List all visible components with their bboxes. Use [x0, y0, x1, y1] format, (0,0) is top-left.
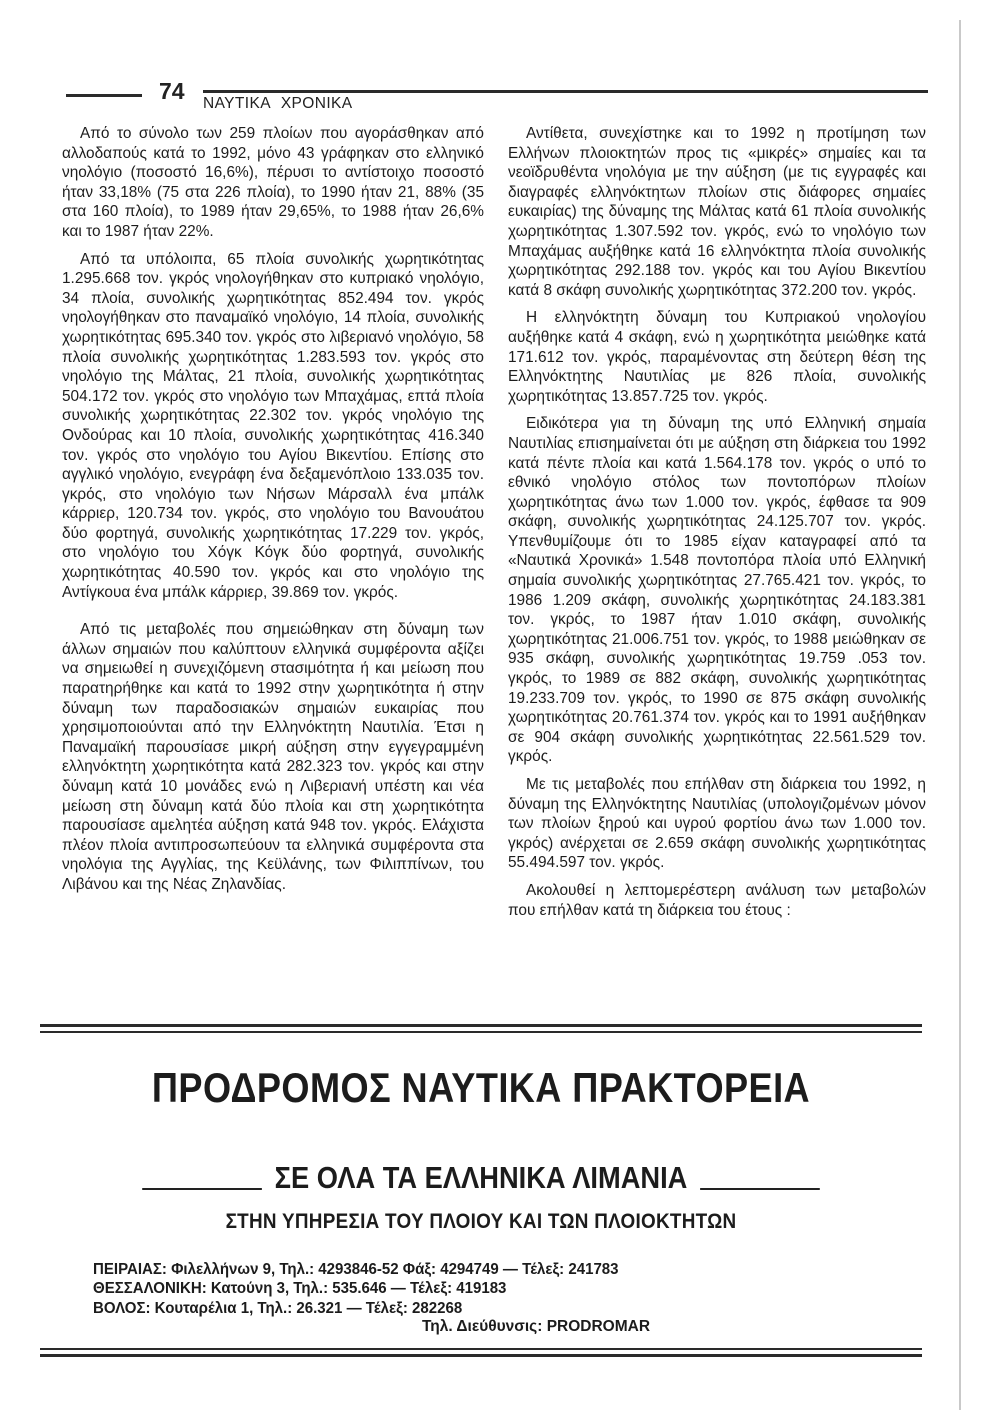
office-row [93, 1299, 619, 1318]
office-details: Φιλελλήνων 9, Τηλ.: 4293846-52 Φάξ: 4294749 — Τέλεξ: 241783 [171, 1261, 619, 1278]
office-city: ΒΟΛΟΣ: [93, 1299, 151, 1317]
tagline-rule-left [143, 1188, 263, 1190]
paragraph: Ακολουθεί η λεπτομερέστερη ανάλυση των μεταβολών που επήλθαν κατά τη διάρκεια του έτους : [508, 881, 926, 919]
advertisement [40, 1020, 922, 1362]
page-number: 74 [159, 78, 185, 104]
ad-top-rule [40, 1024, 922, 1033]
running-title: ΝΑΥΤΙΚΑ ΧΡΟΝΙΚΑ [203, 95, 353, 112]
paragraph: Ειδικότερα για τη δύναμη της υπό Ελληνική σημαία Ναυτιλίας επισημαίνεται ότι με αύξηση στη διάρκεια του 1992 κατά πέντε πλοία και κατά 1.564.178 τον. γκρός ο υπό το εθνικό νηολόγιο στόλος των ποντοπόρων πλοίων χωρητικότητας άνω των 1.000 τον. γκρός, έφθασε τα 909 σκάφη, συνολικής χωρητικότητας 24.125.707 τον. γκρός. Υπενθυμίζουμε ότι το 1985 είχαν καταγραφεί από τα «Ναυτικά Χρονικά» 1.548 ποντοπόρα πλοία υπό Ελληνική σημαία συνολικής χωρητικότητας 27.765.421 τον. γκρός, το 1986 1.209 σκάφη, συνολικής χωρητικότητας 24.183.381 τον. γκρός, το 1987 ήταν 1.010 σκάφη, συνολικής χωρητικότητας 21.006.751 τον. γκρός, το 1988 μειώθηκαν σε 935 σκάφη, συνολικής χωρητικότητας 19.759 .053 τον. γκρός, το 1989 σε 882 σκάφη, συνολικής χωρητικότητας 19.233.709 τον. γκρός, το 1990 σε 875 σκάφη συνολικής χωρητικότητας 20.761.374 τον. γκρός και το 1991 αυξήθηκαν σε 904 σκάφη συνολικής χωρητικότητας 22.561.529 τον. γκρός. [508, 415, 926, 766]
ad-tagline-row [93, 1160, 869, 1196]
ad-offices [93, 1260, 619, 1318]
office-details: Κατούνη 3, Τηλ.: 535.646 — Τέλεξ: 419183 [210, 1280, 507, 1298]
page-header [62, 78, 928, 112]
page-edge-line [959, 20, 961, 1410]
right-column [508, 124, 926, 920]
ad-tagline: ΣΕ ΟΛΑ ΤΑ ΕΛΛΗΝΙΚΑ ΛΙΜΑΝΙΑ [274, 1160, 688, 1195]
office-city: ΘΕΣΣΑΛΟΝΙΚΗ: [93, 1280, 207, 1298]
paragraph: Με τις μεταβολές που επήλθαν στη διάρκεια του 1992, η δύναμη της Ελληνόκτητης Ναυτιλίας (υπολογιζομένων μόνον των πλοίων ξηρού και υγρού φορτίου άνω των 1.000 τον. γκρός) ανέρχεται σε 2.659 σκάφη συνολικής χωρητικότητας 55.494.597 τον. γκρός. [508, 776, 926, 872]
ad-service-line: ΣΤΗΝ ΥΠΗΡΕΣΙΑ ΤΟΥ ΠΛΟΙΟΥ ΚΑΙ ΤΩΝ ΠΛΟΙΟΚΤΗΤΩΝ [225, 1210, 737, 1233]
ad-bottom-rule [40, 1348, 922, 1357]
header-rule-right [203, 90, 928, 93]
office-row [93, 1260, 619, 1279]
office-city: ΠΕΙΡΑΙΑΣ: [93, 1261, 167, 1278]
paragraph: Από τις μεταβολές που σημειώθηκαν στη δύναμη των άλλων σημαιών που καλύπτουν ελληνικά συμφέροντα αξίζει να σημειωθεί η συνεχιζόμενη στασιμότητα ή και μείωση που παρατηρήθηκε και κατά το 1992 στην χωρητικότητα ή στην δύναμη των παραδοσιακών σημαιών ευκαιρίας που χρησιμοποιούνται από την Ελληνόκτητη Ναυτιλία. Έτσι η Παναμαϊκή παρουσίασε μικρή αύξηση στην εγγεγραμμένη ελληνόκτητη χωρητικότητα κατά 282.323 τον. γκρός και στην δύναμη κατά 10 μονάδες ενώ η Λιβεριανή υπέστη και νέα μείωση στη δύναμη κατά δύο πλοία και στη χωρητικότητα παρουσίασε αμελητέα αύξηση κατά 948 τον. γκρός. Ελάχιστα πλέον πλοία αντιπροσωπεύουν τα ελληνικά συμφέροντα στα νηολόγια της Αγγλίας, της Κεϋλάνης, των Φιλιππίνων, του Λιβάνου και της Νέας Ζηλανδίας. [62, 621, 484, 893]
ad-cable-address: Τηλ. Διεύθυνσις: PRODROMAR [421, 1318, 651, 1335]
header-rule-left [66, 94, 142, 97]
office-details: Κουταρέλια 1, Τηλ.: 26.321 — Τέλεξ: 282268 [154, 1299, 463, 1317]
ad-company-name: ΠΡΟΔΡΟΜΟΣ ΝΑΥΤΙΚΑ ΠΡΑΚΤΟΡΕΙΑ [151, 1064, 811, 1111]
office-row [93, 1279, 619, 1298]
paragraph: Αντίθετα, συνεχίστηκε και το 1992 η προτίμηση των Ελλήνων πλοιοκτητών προς τις «μικρές» σημαίες και τα νεοϊδρυθέντα νηολόγια με την αύξηση (με τις εγγραφές και διαγραφές ελληνόκτητων πλοίων στις διάφορες σημαίες ευκαιρίας) της δύναμης της Μάλτας κατά 61 πλοία συνολικής χωρητικότητας 1.307.592 τον. γκρός, ενώ το νηολόγιο των Μπαχάμας αυξήθηκε κατά 16 ελληνόκτητα πλοία συνολικής χωρητικότητας 292.188 τον. γκρός και του Αγίου Βικεντίου κατά 8 σκάφη συνολικής χωρητικότητας 372.200 τον. γκρός. [508, 125, 926, 299]
tagline-rule-right [700, 1188, 820, 1190]
paragraph: Από τα υπόλοιπα, 65 πλοία συνολικής χωρητικότητας 1.295.668 τον. γκρός νηολογήθηκαν στο κυπριακό νηολόγιο, 34 πλοία, συνολικής χωρητικότητας 852.494 τον. γκρός νηολογήθηκαν στο παναμαϊκό νηολόγιο, 14 πλοία, συνολικής χωρητικότητας 695.340 τον. γκρός στο λιβεριανό νηολόγιο, 58 πλοία συνολικής χωρητικότητας 1.283.593 τον. γκρός στο νηολόγιο της Μάλτας, 21 πλοία, συνολικής χωρητικότητας 504.172 τον. γκρός στο νηολόγιο των Μπαχάμας, επτά πλοία συνολικής χωρητικότητας 22.302 τον. γκρός νηολόγιο της Ονδούρας και 10 πλοία, συνολικής χωρητικότητας 416.340 τον. γκρός στο νηολόγιο του Αγίου Βικεντίου. Επίσης στο αγγλικό νηολόγιο, ενεγράφη ένα δεξαμενόπλοιο 133.035 τον. γκρός, στο νηολόγιο των Νήσων Μάρσαλλ ένα μπάλκ κάρριερ, 120.734 τον. γκρός, στο νηολόγιο του Βανουάτου δύο φορτηγά, συνολικής χωρητικότητας 17.229 τον. γκρός, στο νηολόγιο του Χόγκ Κόγκ δύο φορτηγά, συνολικής χωρητικότητας 40.590 τον. γκρός και στο νηολόγιο της Αντίγκουα ένα μπάλκ κάρριερ, 39.869 τον. γκρός. [62, 250, 484, 601]
paragraph: Η ελληνόκτητη δύναμη του Κυπριακού νηολογίου αυξήθηκε κατά 4 σκάφη, ενώ η χωρητικότητα μειώθηκε κατά 171.612 τον. γκρός, παραμένοντας στη δεύτερη θέση της Ελληνόκτητης Ναυτιλίας με 826 πλοία, συνολικής χωρητικότητας 13.857.725 τον. γκρός. [508, 309, 926, 405]
left-column [62, 124, 484, 895]
paragraph: Από το σύνολο των 259 πλοίων που αγοράσθηκαν από αλλοδαπούς κατά το 1992, μόνο 43 γράφηκαν στο ελληνικό νηολόγιο (ποσοστό 16,6%), πέρυσι το αντίστοιχο ποσοστό ήταν 33,18% (75 στα 226 πλοία), το 1990 ήταν 21, 88% (35 στα 160 πλοία), το 1989 ήταν 29,65%, το 1988 ήταν 26,6% και το 1987 ήταν 22%. [62, 125, 484, 240]
